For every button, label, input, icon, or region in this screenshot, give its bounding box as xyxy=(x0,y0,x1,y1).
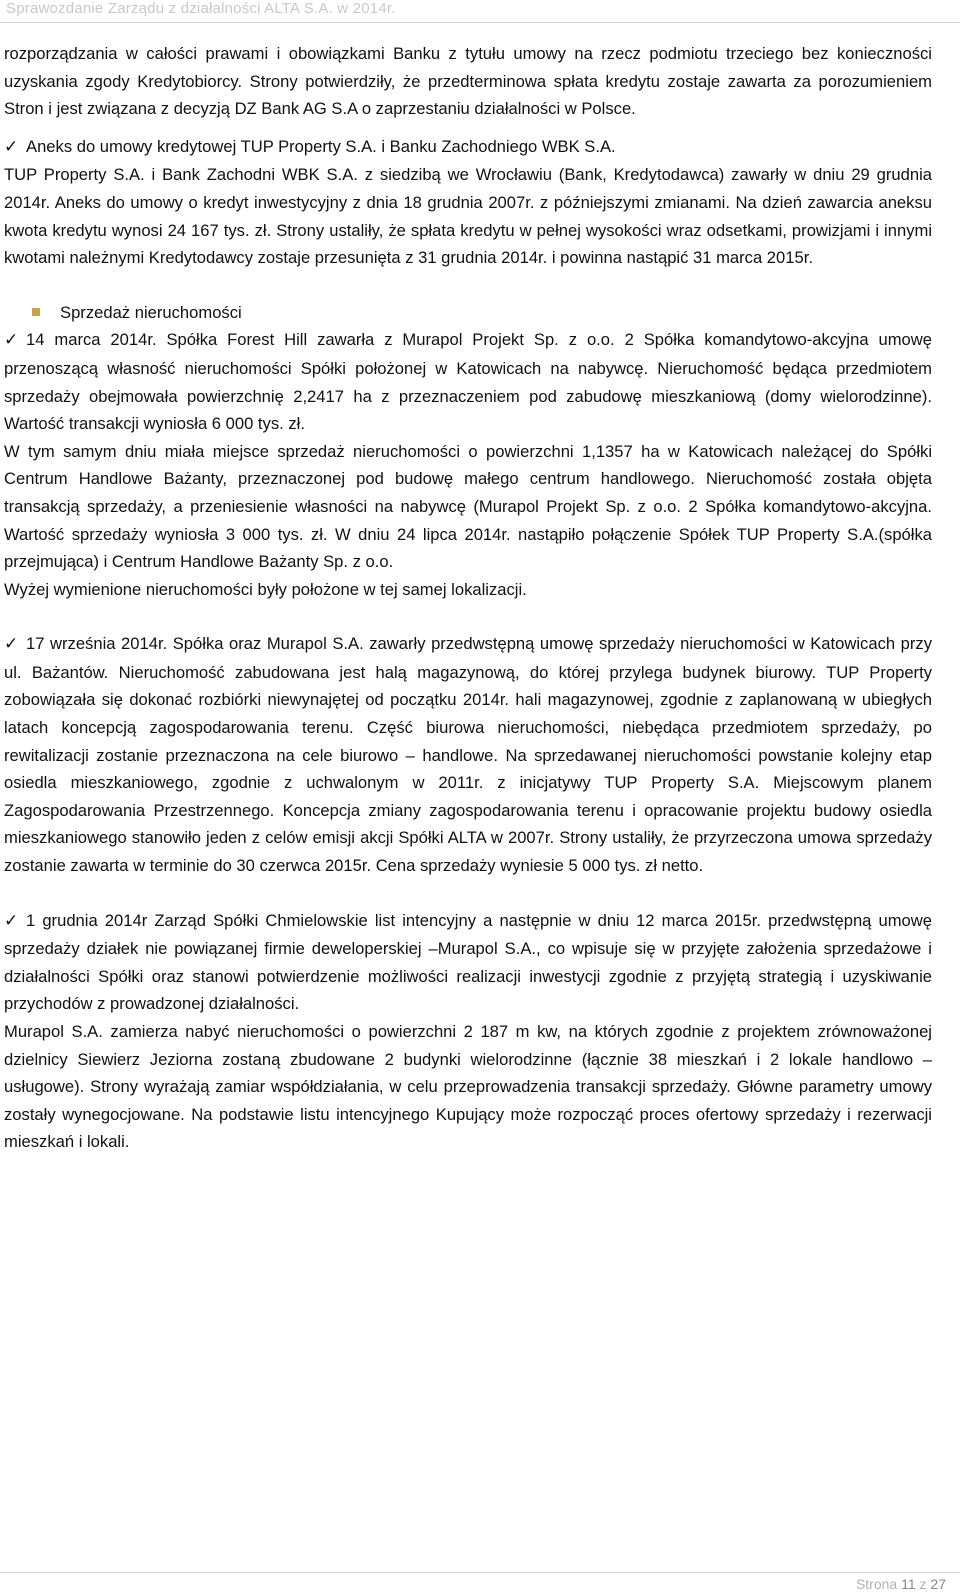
paragraph-sale-march xyxy=(4,326,932,437)
page-header-title: Sprawozdanie Zarządu z działalności ALTA S.A. w 2014r. xyxy=(6,0,396,17)
paragraph-murapol: Murapol S.A. zamierza nabyć nieruchomości o powierzchni 2 187 m kw, na których zgodnie z projektem zrównoważonej dzielnicy Siewierz Jeziorna zostaną zbudowane 2 budynki wielorodzinne (łącznie 38 mieszkań i 2 lokale handlowo – usługowe). Strony wyrażają zamiar współdziałania, w celu przeprowadzenia transakcji sprzedaży. Główne parametry umowy zostały wynegocjowane. Na podstawie listu intencyjnego Kupujący może rozpocząć proces ofertowy sprzedaży i rezerwacji mieszkań i lokali. xyxy=(4,1022,932,1152)
paragraph-letter-of-intent xyxy=(4,907,932,1018)
page-number-total: 27 xyxy=(930,1576,946,1592)
page-number-separator: z xyxy=(919,1576,927,1592)
page-number xyxy=(856,1576,946,1592)
section-heading xyxy=(4,299,932,327)
paragraph-same-day-sale: W tym samym dniu miała miejsce sprzedaż nieruchomości o powierzchni 1,1357 ha w Katowicach należącej do Spółki Centrum Handlowe Bażanty, przeznaczonej pod budowę małego centrum handlowego. Nieruchomość została objęta transakcją sprzedaży, a przeniesienie własności na nabywcę (Murapol Projekt Sp. z o.o. 2 Spółka komandytowo-akcyjna. Wartość sprzedaży wyniosła 3 000 tys. zł. W dniu 24 lipca 2014r. nastąpiło połączenie Spółek TUP Property S.A.(spółka przejmująca) i Centrum Handlowe Bażanty Sp. z o.o. xyxy=(4,441,932,572)
square-bullet-icon xyxy=(32,308,40,316)
page-number-prefix: Strona xyxy=(855,1576,898,1592)
paragraph-letter-of-intent-text: 1 grudnia 2014r Zarząd Spółki Chmielowskie list intencyjny a następnie w dniu 12 marca 2015r. przedwstępną umowę sprzedaży działek nie powiązanej firmie deweloperskiej –Murapol S.A., co wpisuje się w przyjęte założenia sprzedażowe i działalności Spółki oraz stanowi potwierdzenie możliwości realizacji inwestycji zgodnie z przyjętą strategią i uzyskiwanie przychodów z prowadzonej działalności. xyxy=(4,910,932,1014)
paragraph-sale-september-text: 17 września 2014r. Spółka oraz Murapol S.A. zawarły przedwstępną umowę sprzedaży nieruchomości w Katowicach przy ul. Bażantów. Nieruchomość zabudowana jest halą magazynową, do której przylega budynek biurowy. TUP Property zobowiązała się dokonać rozbiórki niewynajętej od początku 2014r. hali magazynowej, zgodnie z zaplanowaną w ubiegłych latach koncepcją zagospodarowania terenu. Część biurowa nieruchomości, niebędąca przedmiotem sprzedaży, po rewitalizacji zostanie przeznaczona na cele biurowo – handlowe. Na sprzedawanej nieruchomości powstanie kolejny etap osiedla mieszkaniowego, zgodnie z uchwalonym w 2011r. z inicjatywy TUP Property S.A. Miejscowym planem Zagospodarowania Przestrzennego. Koncepcja zmiany zagospodarowania terenu i opracowanie projektu budowy osiedla mieszkaniowego stanowiło jeden z celów emisji akcji Spółki ALTA w 2007r. Strony ustaliły, że przyrzeczona umowa sprzedaży zostanie zawarta w terminie do 30 czerwca 2015r. Cena sprzedaży wyniesie 5 000 tys. zł netto. xyxy=(4,634,932,876)
checkmark-icon: ✓ xyxy=(4,330,19,351)
paragraph-credit-repayment: rozporządzania w całości prawami i obowiązkami Banku z tytułu umowy na rzecz podmiotu trzeciego bez konieczności uzyskania zgody Kredytobiorcy. Strony potwierdziły, że przedterminowa spłata kredytu zostaje zawarta za porozumieniem Stron i jest związana z decyzją DZ Bank AG S.A o zaprzestaniu działalności w Polsce. xyxy=(4,44,932,119)
paragraph-location-note: Wyżej wymienione nieruchomości były położone w tej samej lokalizacji. xyxy=(4,579,527,599)
paragraph-annex: TUP Property S.A. i Bank Zachodni WBK S.A. z siedzibą we Wrocławiu (Bank, Kredytodawca) zawarły w dniu 29 grudnia 2014r. Aneks do umowy o kredyt inwestycyjny z dnia 18 grudnia 2007r. z późniejszymi zmianami. Na dzień zawarcia aneksu kwota kredytu wynosi 24 167 tys. zł. Strony ustaliły, że spłata kredytu w pełnej wysokości wraz odsetkami, prowizjami i innymi kwotami należnymi Kredytodawcy zostaje przesunięta z 31 grudnia 2014r. i powinna nastąpić 31 marca 2015r. xyxy=(4,165,932,268)
page-number-current: 11 xyxy=(901,1576,916,1592)
checkmark-icon: ✓ xyxy=(4,910,19,931)
section-heading-text: Sprzedaż nieruchomości xyxy=(60,302,242,322)
annex-heading xyxy=(4,133,932,162)
header-divider xyxy=(0,22,960,23)
annex-heading-text: Aneks do umowy kredytowej TUP Property S.A. i Banku Zachodniego WBK S.A. xyxy=(26,136,616,156)
checkmark-icon: ✓ xyxy=(4,136,19,157)
checkmark-icon: ✓ xyxy=(4,634,19,655)
paragraph-sale-september xyxy=(4,630,932,879)
paragraph-sale-march-text: 14 marca 2014r. Spółka Forest Hill zawarła z Murapol Projekt Sp. z o.o. 2 Spółka komandytowo-akcyjna umowę przenoszącą własność nieruchomości Spółki położonej w Katowicach na nabywcę. Nieruchomość będąca przedmiotem sprzedaży obejmowała powierzchnię 2,2417 ha z przeznaczeniem pod zabudowę mieszkaniową (domy wielorodzinne). Wartość transakcji wyniosła 6 000 tys. zł. xyxy=(4,330,932,434)
footer-divider xyxy=(0,1572,960,1573)
document-body xyxy=(4,40,932,1156)
